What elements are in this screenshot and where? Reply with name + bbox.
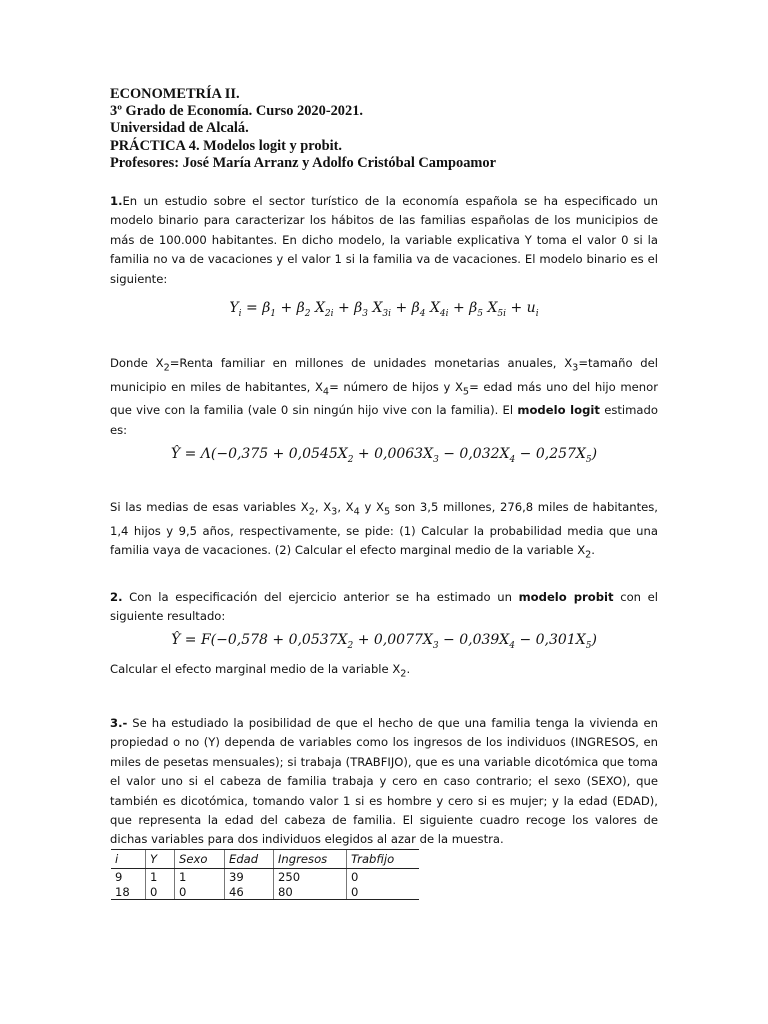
course-title: ECONOMETRÍA II. bbox=[110, 86, 240, 102]
means-text-e: son 3,5 millones, 276,8 miles de habitantes, 1,4 hijos y 9,5 años, respectivamente, se pide: (1) Calcular la probabilidad media que una familia vaya de vacaciones. (2) Calcular el efecto marginal medio de la variable X bbox=[110, 500, 658, 558]
sub-4: 4 bbox=[353, 506, 360, 518]
sub-4: 4 bbox=[322, 386, 330, 398]
practice-title: PRÁCTICA 4. Modelos logit y probit. bbox=[110, 137, 342, 154]
sub-5: 5 bbox=[462, 386, 470, 398]
sub-3: 3 bbox=[572, 362, 579, 374]
document-header bbox=[110, 86, 670, 172]
equation-logit bbox=[0, 446, 768, 465]
sub-2: 2 bbox=[585, 549, 592, 561]
question-3-number: 3.- bbox=[110, 716, 128, 730]
equation-binary-model-text: $Y_i = \beta_1 + \beta_2$ $X_{2i} + \beta_3$ $X_{3i} + \beta_4$ $X_{4i} + \beta_5$ $X_{5i} + u_i$ bbox=[229, 300, 539, 319]
table-header-edad: Edad bbox=[225, 850, 274, 869]
sub-2: 2 bbox=[163, 362, 170, 374]
table-cell: 18 bbox=[111, 884, 146, 900]
variables-text-b: =Renta familiar en millones de unidades monetarias anuales, X bbox=[169, 356, 573, 370]
sub-2: 2 bbox=[400, 668, 407, 680]
means-text-a: Si las medias de esas variables X bbox=[110, 500, 309, 514]
question-2-text-a: Con la especificación del ejercicio anterior se ha estimado un bbox=[122, 590, 519, 604]
question-1-number: 1. bbox=[110, 194, 123, 208]
table-cell: 0 bbox=[347, 869, 420, 885]
variables-text-a: Donde X bbox=[110, 356, 164, 370]
professors: Profesores: José María Arranz y Adolfo Cristóbal Campoamor bbox=[110, 154, 496, 171]
question-2-ask-text: Calcular el efecto marginal medio de la variable X bbox=[110, 662, 401, 676]
table-cell: 9 bbox=[111, 869, 146, 885]
university-name: Universidad de Alcalá. bbox=[110, 120, 249, 137]
question-2-text-b: con el siguiente resultado: bbox=[110, 590, 659, 624]
table-cell: 250 bbox=[274, 869, 347, 885]
means-text-d: y X bbox=[359, 500, 384, 514]
equation-probit bbox=[0, 632, 768, 651]
variables-text-e: = edad más uno del hijo menor que vive con la familia (vale 0 sin ningún hijo vive con la familia). El bbox=[110, 379, 659, 418]
table-row bbox=[111, 869, 419, 885]
table-cell: 46 bbox=[225, 884, 274, 900]
sub-3: 3 bbox=[331, 506, 338, 518]
table-header-sexo: Sexo bbox=[175, 850, 225, 869]
table-cell: 0 bbox=[347, 884, 420, 900]
logit-model-label: modelo logit bbox=[517, 403, 600, 418]
table-header-trabfijo: Trabfijo bbox=[347, 850, 420, 869]
question-1-intro bbox=[110, 192, 658, 289]
equation-probit-text: Ŷ = $F(-0,578 + 0,0537X_2 + 0,0077X_3 - 0,039X_4 - 0,301X_5)$ bbox=[171, 632, 597, 651]
table-cell: 1 bbox=[146, 869, 175, 885]
sub-2: 2 bbox=[308, 506, 315, 518]
means-text-f: . bbox=[591, 543, 595, 558]
table-row bbox=[111, 884, 419, 900]
question-1-means bbox=[110, 498, 658, 565]
sub-5: 5 bbox=[383, 506, 391, 518]
table-header-row bbox=[111, 850, 419, 869]
table-header-i: i bbox=[111, 850, 146, 869]
table-cell: 39 bbox=[225, 869, 274, 885]
table-cell: 1 bbox=[175, 869, 225, 885]
variables-text-d: = número de hijos y X bbox=[329, 379, 463, 394]
table-cell: 80 bbox=[274, 884, 347, 900]
equation-binary-model bbox=[0, 300, 768, 319]
means-text-b: , X bbox=[314, 500, 332, 514]
data-table bbox=[111, 849, 419, 900]
table-cell: 0 bbox=[175, 884, 225, 900]
question-3-text bbox=[110, 714, 658, 850]
question-3-body: Se ha estudiado la posibilidad de que el hecho de que una familia tenga la vivienda en propiedad o no (Y) dependa de variables como los ingresos de los individuos (INGRESOS, en miles de pesetas mensuales); si trabaja (TRABFIJO), que es una variable dicotómica que toma el valor uno si el cabeza de familia trabaja y cero en caso contrario; el sexo (SEXO), que también es dicotómica, tomando valor 1 si es hombre y cero si es mujer; y la edad (EDAD), que representa la edad del cabeza de familia. El siguiente cuadro recoge los valores de dichas variables para dos individuos elegidos al azar de la muestra. bbox=[110, 716, 658, 847]
question-2-ask-end: . bbox=[406, 662, 411, 676]
question-1-text: En un estudio sobre el sector turístico de la economía española se ha especificado un modelo binario para caracterizar los hábitos de las familias españolas de los municipios de más de 100.000 habitantes. En dicho modelo, la variable explicativa Y toma el valor 0 si la familia no va de vacaciones y el valor 1 si la familia va de vacaciones. El modelo binario es el siguiente: bbox=[110, 194, 658, 286]
table-cell: 0 bbox=[146, 884, 175, 900]
question-2-number: 2. bbox=[110, 590, 123, 604]
course-degree: 3º Grado de Economía. Curso 2020-2021. bbox=[110, 103, 363, 120]
table-header-ingresos: Ingresos bbox=[274, 850, 347, 869]
question-2-intro bbox=[110, 588, 658, 627]
variables-text-f: estimado es: bbox=[110, 403, 658, 437]
table-header-y: Y bbox=[146, 850, 175, 869]
variables-text-c: =tamaño del municipio en miles de habitantes, X bbox=[110, 356, 658, 394]
probit-model-label: modelo probit bbox=[518, 590, 614, 604]
equation-logit-text: Ŷ = $\Lambda(-0,375 + 0,0545X_2 + 0,0063X_3 - 0,032X_4 - 0,257X_5)$ bbox=[170, 446, 598, 465]
question-2-ask bbox=[110, 660, 658, 684]
question-1-variables bbox=[110, 354, 658, 440]
means-text-c: , X bbox=[337, 500, 354, 514]
